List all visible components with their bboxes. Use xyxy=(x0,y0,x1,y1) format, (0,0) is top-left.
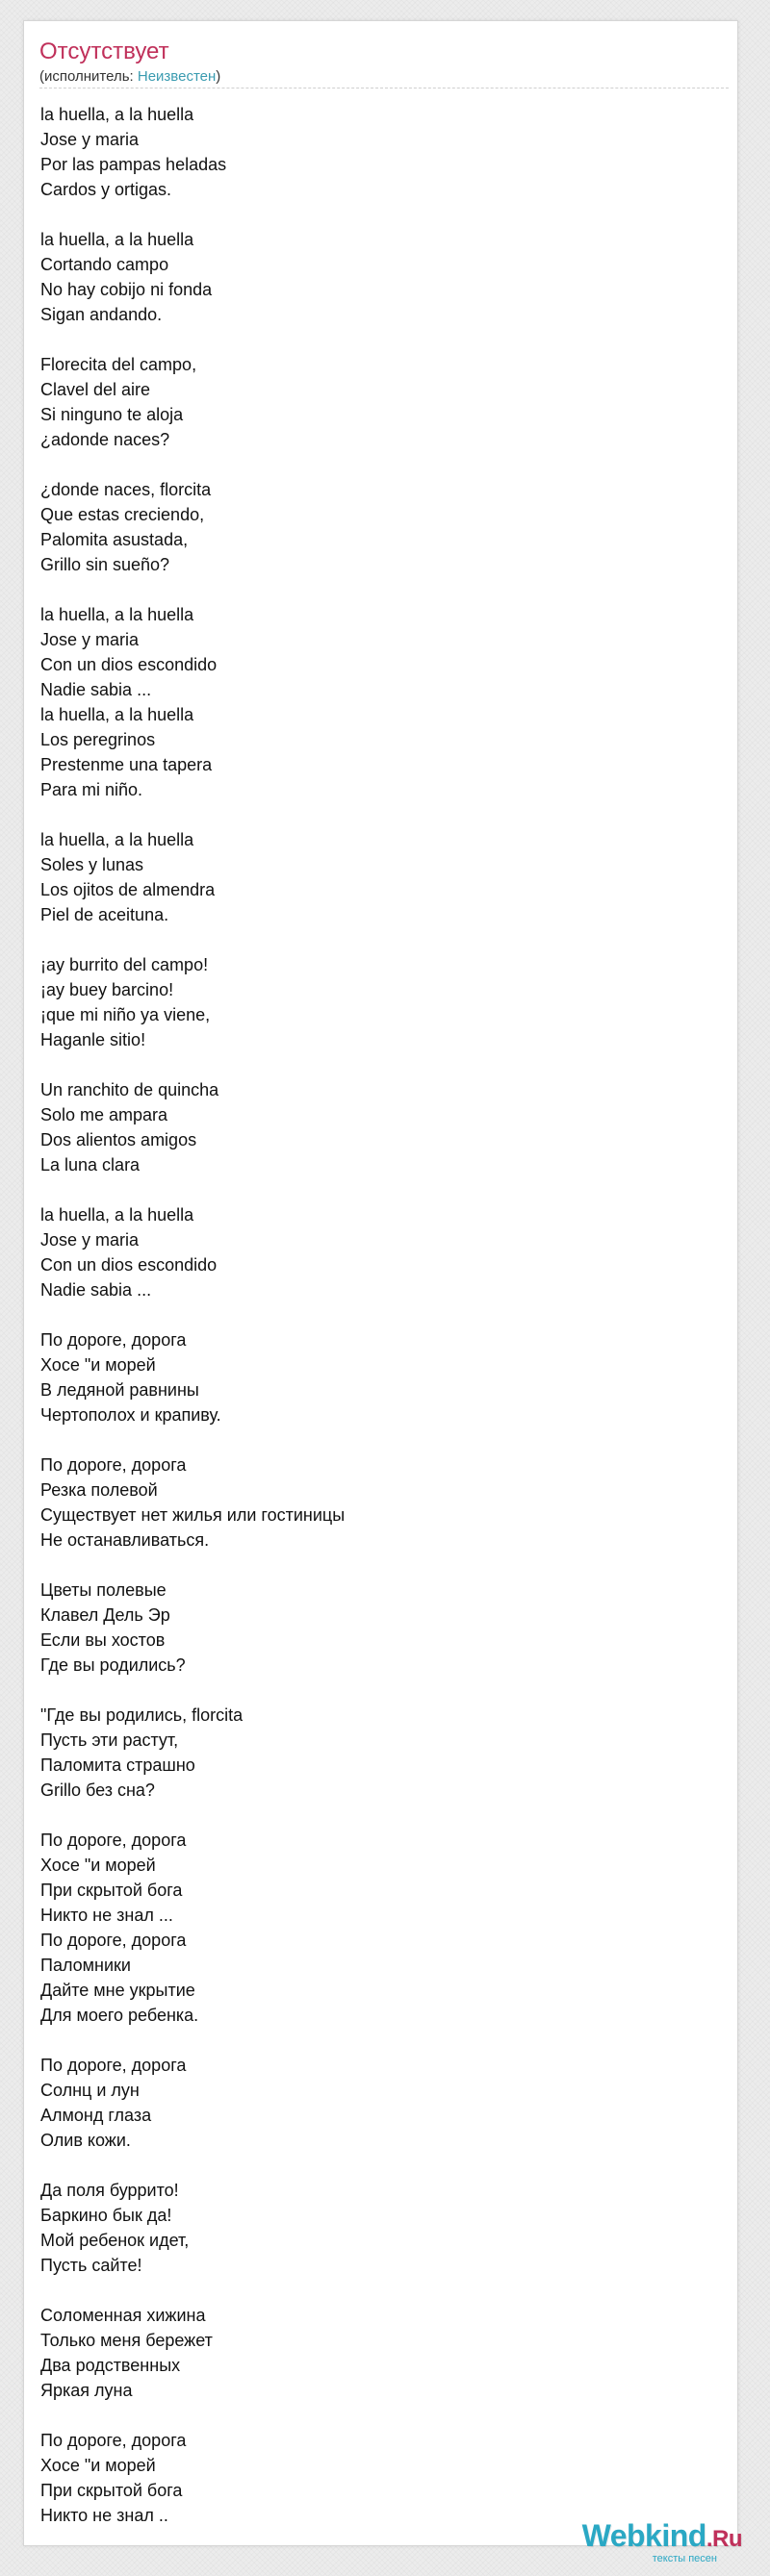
lyric-line: Существует нет жилья или гостиницы xyxy=(40,1505,346,1525)
lyric-line: Паломита страшно xyxy=(40,1755,195,1775)
lyric-line: Хосе "и морей xyxy=(40,1856,156,1875)
lyric-line: Por las pampas heladas xyxy=(40,155,227,174)
lyric-line: No hay cobijo ni fonda xyxy=(40,280,213,299)
stanza-break xyxy=(40,802,714,827)
stanza-break xyxy=(40,1302,714,1327)
lyric-line: Palomita asustada, xyxy=(40,530,189,549)
lyric-line: При скрытой бога xyxy=(40,2481,183,2500)
lyric-line: Dos alientos amigos xyxy=(40,1130,197,1149)
lyric-line: Florecita del campo, xyxy=(40,355,197,374)
lyric-line: Solo me ampara xyxy=(40,1105,168,1124)
lyrics-body xyxy=(40,102,714,2528)
lyric-line: Чертополох и крапиву. xyxy=(40,1405,221,1425)
stanza-break xyxy=(40,1803,714,1828)
lyric-line: Sigan andando. xyxy=(40,305,163,324)
stanza-break xyxy=(40,1553,714,1578)
lyric-line: ¡ay buey barcino! xyxy=(40,980,174,999)
stanza-break xyxy=(40,327,714,352)
lyric-line: Мой ребенок идет, xyxy=(40,2231,190,2250)
lyric-line: Que estas creciendo, xyxy=(40,505,205,524)
lyric-line: Con un dios escondido xyxy=(40,1255,218,1275)
lyric-line: Los peregrinos xyxy=(40,730,156,749)
lyric-line: Только меня бережет xyxy=(40,2331,213,2350)
lyric-line: Цветы полевые xyxy=(40,1580,167,1600)
lyric-line: Con un dios escondido xyxy=(40,655,218,674)
lyric-line: ¡que mi niño ya viene, xyxy=(40,1005,211,1024)
lyric-line: Паломники xyxy=(40,1956,131,1975)
lyric-line: Два родственных xyxy=(40,2356,181,2375)
artist-prefix: (исполнитель: xyxy=(39,68,138,85)
lyric-line: Para mi niño. xyxy=(40,780,143,799)
lyric-line: Jose y maria xyxy=(40,130,140,149)
stanza-break xyxy=(40,2403,714,2428)
lyric-line: la huella, a la huella xyxy=(40,605,194,624)
lyric-line: Хосе "и морей xyxy=(40,2456,156,2475)
lyric-line: Алмонд глаза xyxy=(40,2106,152,2125)
stanza-break xyxy=(40,927,714,952)
stanza-break xyxy=(40,1052,714,1077)
lyric-line: Los ojitos de almendra xyxy=(40,880,216,899)
lyric-line: Пусть сайте! xyxy=(40,2256,142,2275)
lyric-line: Баркино бык да! xyxy=(40,2206,172,2225)
lyric-line: Не останавливаться. xyxy=(40,1530,210,1550)
lyric-line: По дороге, дорога xyxy=(40,1330,187,1350)
lyric-line: Никто не знал ... xyxy=(40,1906,173,1925)
lyric-line: ¿adonde naces? xyxy=(40,430,170,449)
lyric-line: Хосе "и морей xyxy=(40,1355,156,1375)
lyric-line: la huella, a la huella xyxy=(40,1205,194,1225)
lyric-line: Пусть эти растут, xyxy=(40,1730,179,1750)
stanza-break xyxy=(40,1678,714,1703)
lyric-line: По дороге, дорога xyxy=(40,1455,187,1475)
lyric-line: По дороге, дорога xyxy=(40,1931,187,1950)
lyric-line: Un ranchito de quincha xyxy=(40,1080,219,1099)
lyric-line: Haganle sitio! xyxy=(40,1030,146,1049)
lyric-line: Где вы родились? xyxy=(40,1655,186,1675)
lyric-line: При скрытой бога xyxy=(40,1881,183,1900)
lyric-line: la huella, a la huella xyxy=(40,105,194,124)
lyric-line: Солнц и лун xyxy=(40,2081,140,2100)
song-title: Отсутствует xyxy=(39,38,169,64)
lyric-line: La luna clara xyxy=(40,1155,141,1174)
lyric-line: Nadie sabia ... xyxy=(40,1280,152,1300)
lyric-line: Jose y maria xyxy=(40,1230,140,1250)
lyric-line: ¿donde naces, florcita xyxy=(40,480,212,499)
lyric-line: Никто не знал .. xyxy=(40,2506,168,2525)
lyric-line: Soles y lunas xyxy=(40,855,144,874)
lyric-line: Да поля буррито! xyxy=(40,2181,179,2200)
logo-domain: .Ru xyxy=(706,2526,742,2552)
lyric-line: la huella, a la huella xyxy=(40,705,194,724)
lyric-line: "Где вы родились, florcita xyxy=(40,1705,244,1725)
lyric-line: Для моего ребенка. xyxy=(40,2006,199,2025)
lyric-line: Резка полевой xyxy=(40,1480,158,1500)
lyric-line: Si ninguno te aloja xyxy=(40,405,184,424)
site-logo[interactable] xyxy=(550,2518,742,2566)
lyric-line: Clavel del aire xyxy=(40,380,151,399)
lyric-line: Cortando campo xyxy=(40,255,169,274)
lyric-line: ¡ay burrito del campo! xyxy=(40,955,209,974)
stanza-break xyxy=(40,2153,714,2178)
lyric-line: Если вы хостов xyxy=(40,1630,166,1650)
stanza-break xyxy=(40,1177,714,1202)
stanza-break xyxy=(40,2028,714,2053)
lyric-line: Nadie sabia ... xyxy=(40,680,152,699)
lyric-line: По дороге, дорога xyxy=(40,1831,187,1850)
lyric-line: Piel de aceituna. xyxy=(40,905,169,924)
stanza-break xyxy=(40,202,714,227)
lyric-line: Клавел Дель Эр xyxy=(40,1605,170,1625)
lyric-line: Олив кожи. xyxy=(40,2131,131,2150)
logo-wordmark xyxy=(582,2518,742,2557)
lyric-line: la huella, a la huella xyxy=(40,230,194,249)
lyric-line: По дороге, дорога xyxy=(40,2056,187,2075)
stanza-break xyxy=(40,577,714,602)
lyric-line: Соломенная хижина xyxy=(40,2306,206,2325)
logo-brand: Webkind xyxy=(581,2518,706,2553)
lyric-line: la huella, a la huella xyxy=(40,830,194,849)
logo-tagline: тексты песен xyxy=(652,2553,717,2564)
lyric-line: Яркая луна xyxy=(40,2381,133,2400)
lyric-line: По дороге, дорога xyxy=(40,2431,187,2450)
artist-line xyxy=(39,68,220,86)
stanza-break xyxy=(40,1427,714,1452)
lyric-line: Grillo без сна? xyxy=(40,1780,155,1800)
lyric-line: Дайте мне укрытие xyxy=(40,1981,195,2000)
lyric-line: Prestenme una tapera xyxy=(40,755,213,774)
lyric-line: Jose y maria xyxy=(40,630,140,649)
artist-link[interactable]: Неизвестен xyxy=(137,68,217,85)
lyric-line: Cardos y ortigas. xyxy=(40,180,172,199)
stanza-break xyxy=(40,2278,714,2303)
stanza-break xyxy=(40,452,714,477)
artist-suffix: ) xyxy=(216,68,221,85)
lyric-line: В ледяной равнины xyxy=(40,1380,199,1400)
lyric-line: Grillo sin sueño? xyxy=(40,555,170,574)
